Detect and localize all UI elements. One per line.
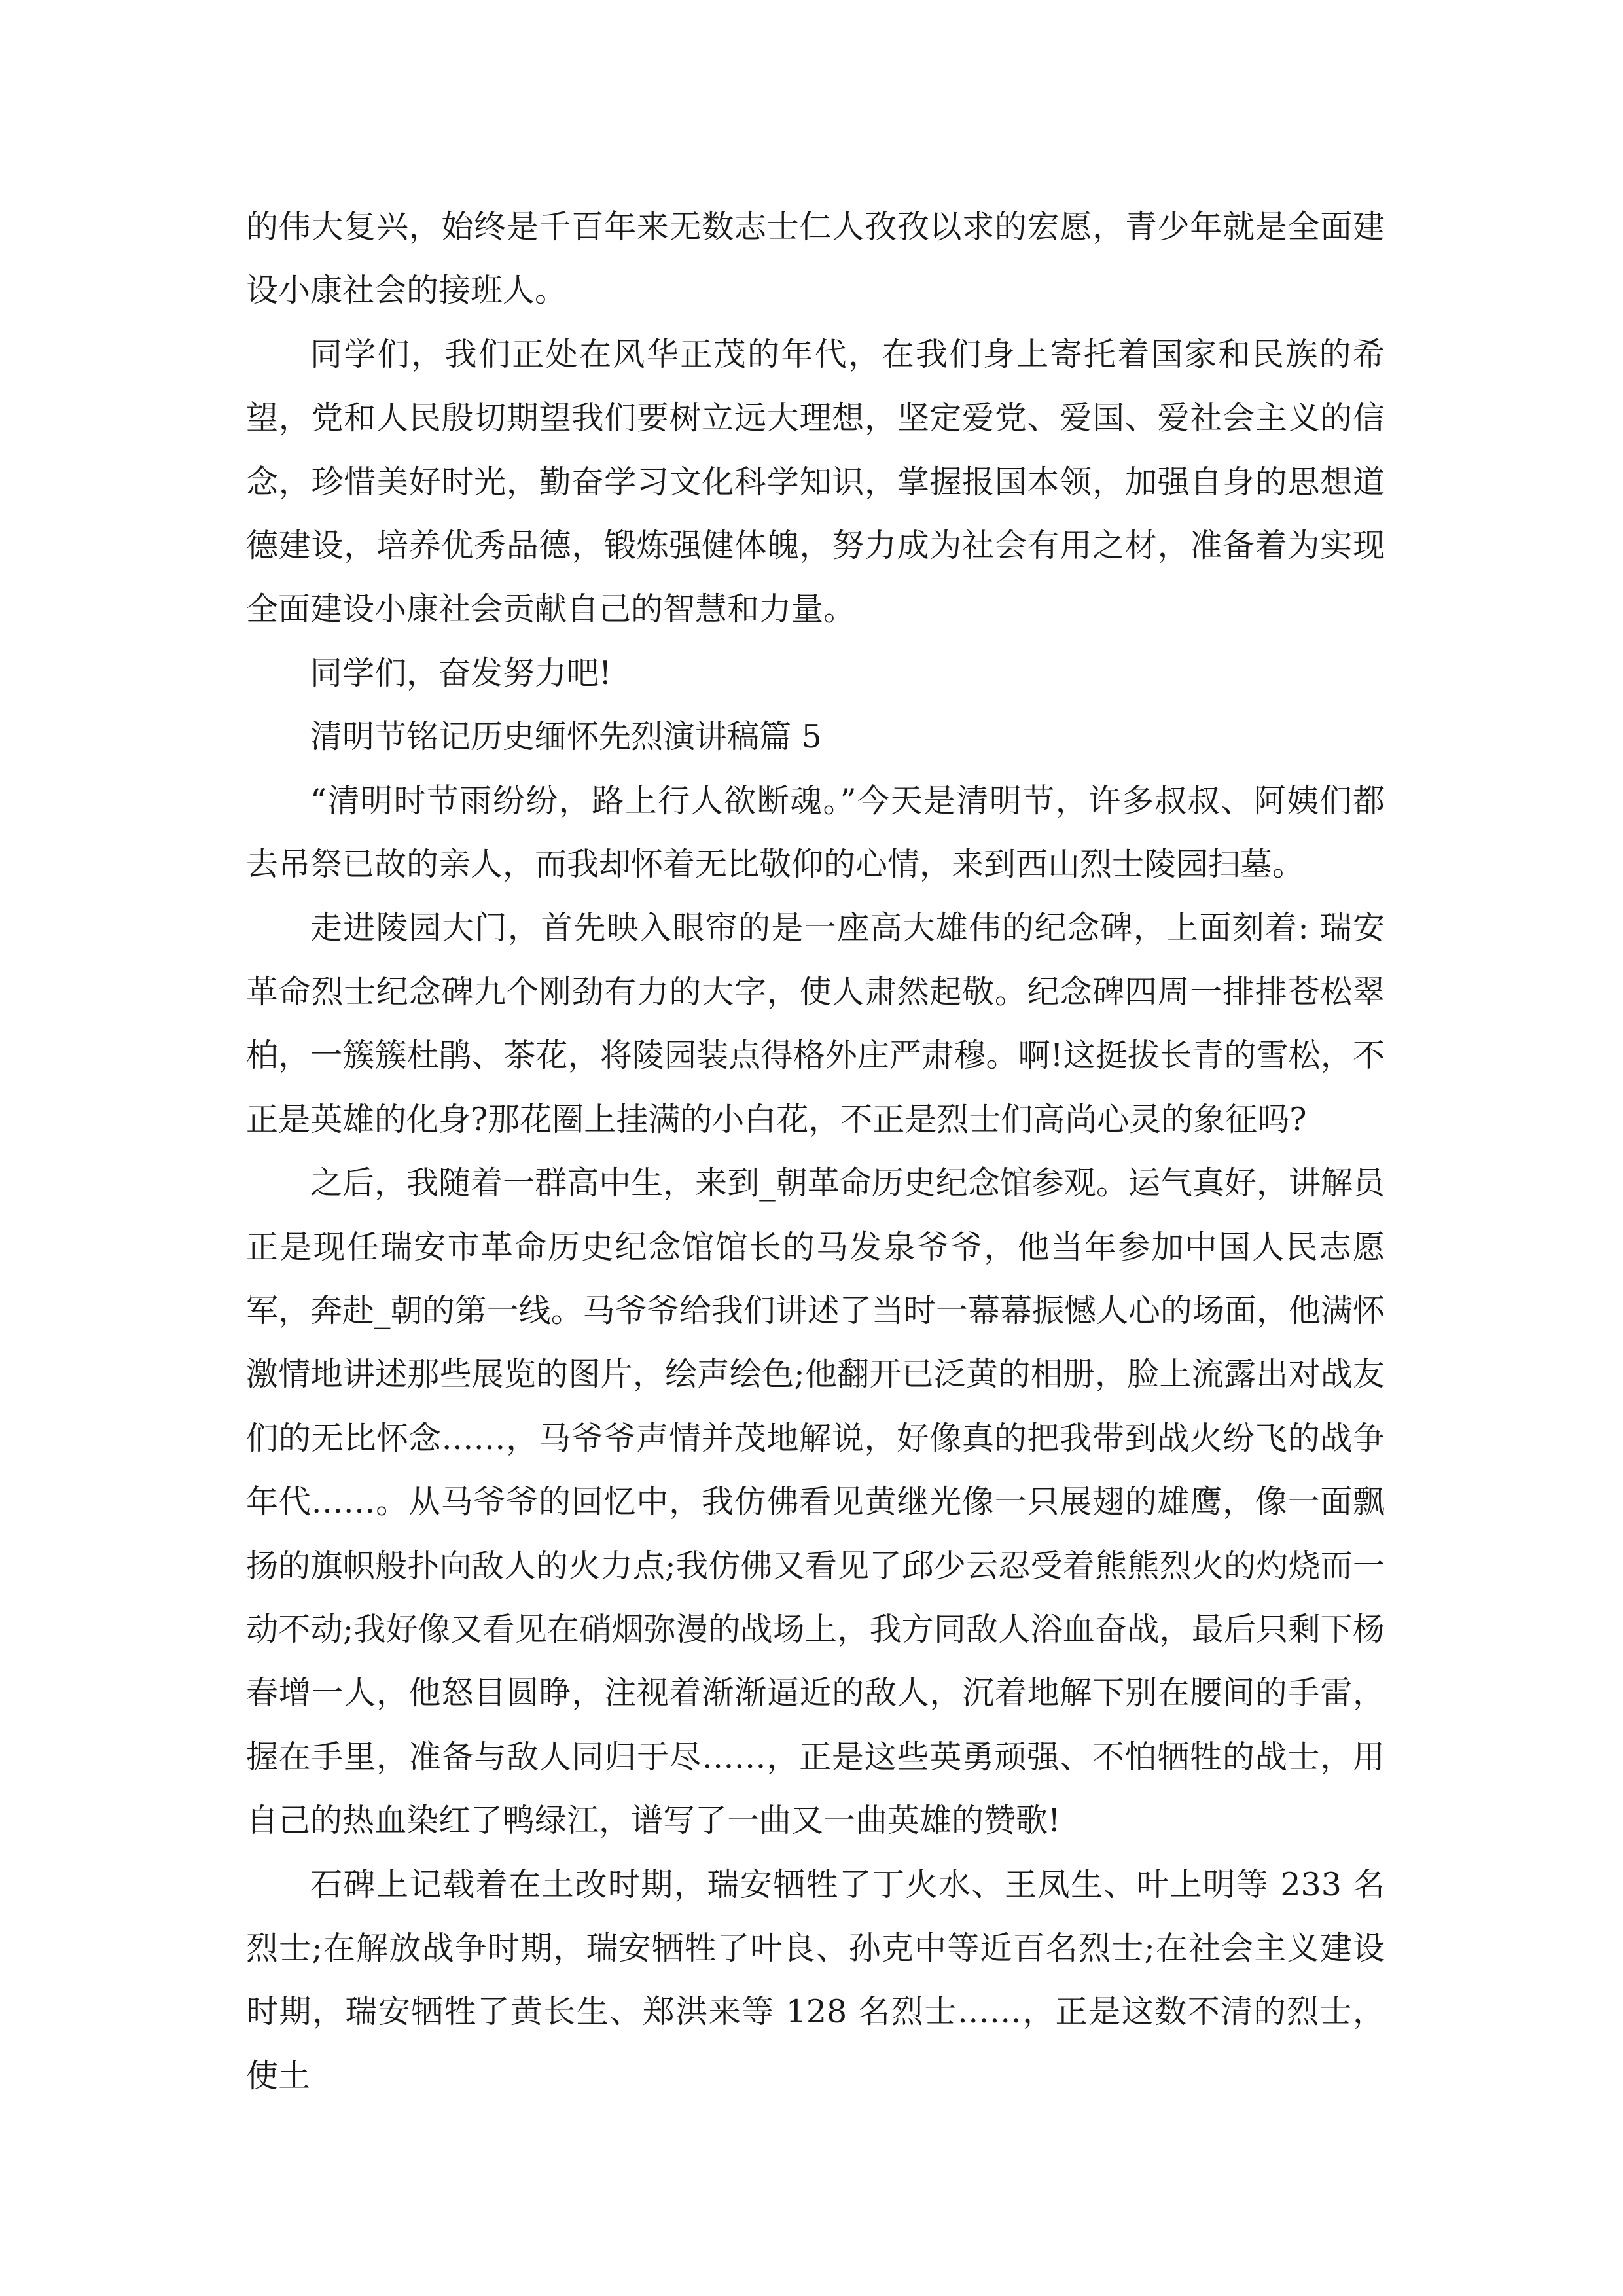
- paragraph: 之后，我随着一群高中生，来到_朝革命历史纪念馆参观。运气真好，讲解员正是现任瑞安市革命历史纪念馆馆长的马发泉爷爷，他当年参加中国人民志愿军，奔赴_朝的第一线。马爷爷给我们讲述了当时一幕幕振憾人心的场面，他满怀激情地讲述那些展览的图片，绘声绘色;他翻开已泛黄的相册，脸上流露出对战友们的无比怀念……，马爷爷声情并茂地解说，好像真的把我带到战火纷飞的战争年代……。从马爷爷的回忆中，我仿佛看见黄继光像一只展翅的雄鹰，像一面飘扬的旗帜般扑向敌人的火力点;我仿佛又看见了邱少云忍受着熊熊烈火的灼烧而一动不动;我好像又看见在硝烟弥漫的战场上，我方同敌人浴血奋战，最后只剩下杨春增一人，他怒目圆睁，注视着渐渐逼近的敌人，沉着地解下别在腰间的手雷，握在手里，准备与敌人同归于尽……，正是这些英勇顽强、不怕牺牲的战士，用自己的热血染红了鸭绿江，谱写了一曲又一曲英雄的赞歌!: [246, 1164, 1385, 1840]
- paragraph: 的伟大复兴，始终是千百年来无数志士仁人孜孜以求的宏愿，青少年就是全面建设小康社会的接班人。: [246, 208, 1385, 310]
- paragraph: 走进陵园大门，首先映入眼帘的是一座高大雄伟的纪念碑，上面刻着: 瑞安革命烈士纪念碑九个刚劲有力的大字，使人肃然起敬。纪念碑四周一排排苍松翠柏，一簇簇杜鹃、茶花，将陵园装点得格外庄严肃穆。啊!这挺拔长青的雪松，不正是英雄的化身?那花圈上挂满的小白花，不正是烈士们高尚心灵的象征吗?: [246, 909, 1385, 1138]
- paragraph: “清明时节雨纷纷，路上行人欲断魂。”今天是清明节，许多叔叔、阿姨们都去吊祭已故的亲人，而我却怀着无比敬仰的心情，来到西山烈士陵园扫墓。: [246, 781, 1385, 884]
- paragraph: 石碑上记载着在土改时期，瑞安牺牲了丁火水、王凤生、叶上明等 233 名烈士;在解放战争时期，瑞安牺牲了叶良、孙克中等近百名烈士;在社会主义建设时期，瑞安牺牲了黄长生、郑洪来等 128 名烈士……，正是这数不清的烈士，使土: [246, 1865, 1385, 2094]
- paragraph: 同学们，奋发努力吧!: [310, 654, 612, 692]
- body-text: [246, 195, 1385, 2108]
- paragraph: 同学们，我们正处在风华正茂的年代，在我们身上寄托着国家和民族的希望，党和人民殷切期望我们要树立远大理想，坚定爱党、爱国、爱社会主义的信念，珍惜美好时光，勤奋学习文化科学知识，掌握报国本领，加强自身的思想道德建设，培养优秀品德，锻炼强健体魄，努力成为社会有用之材，准备着为实现全面建设小康社会贡献自己的智慧和力量。: [246, 335, 1385, 628]
- section-heading: 清明节铭记历史缅怀先烈演讲稿篇 5: [310, 718, 822, 756]
